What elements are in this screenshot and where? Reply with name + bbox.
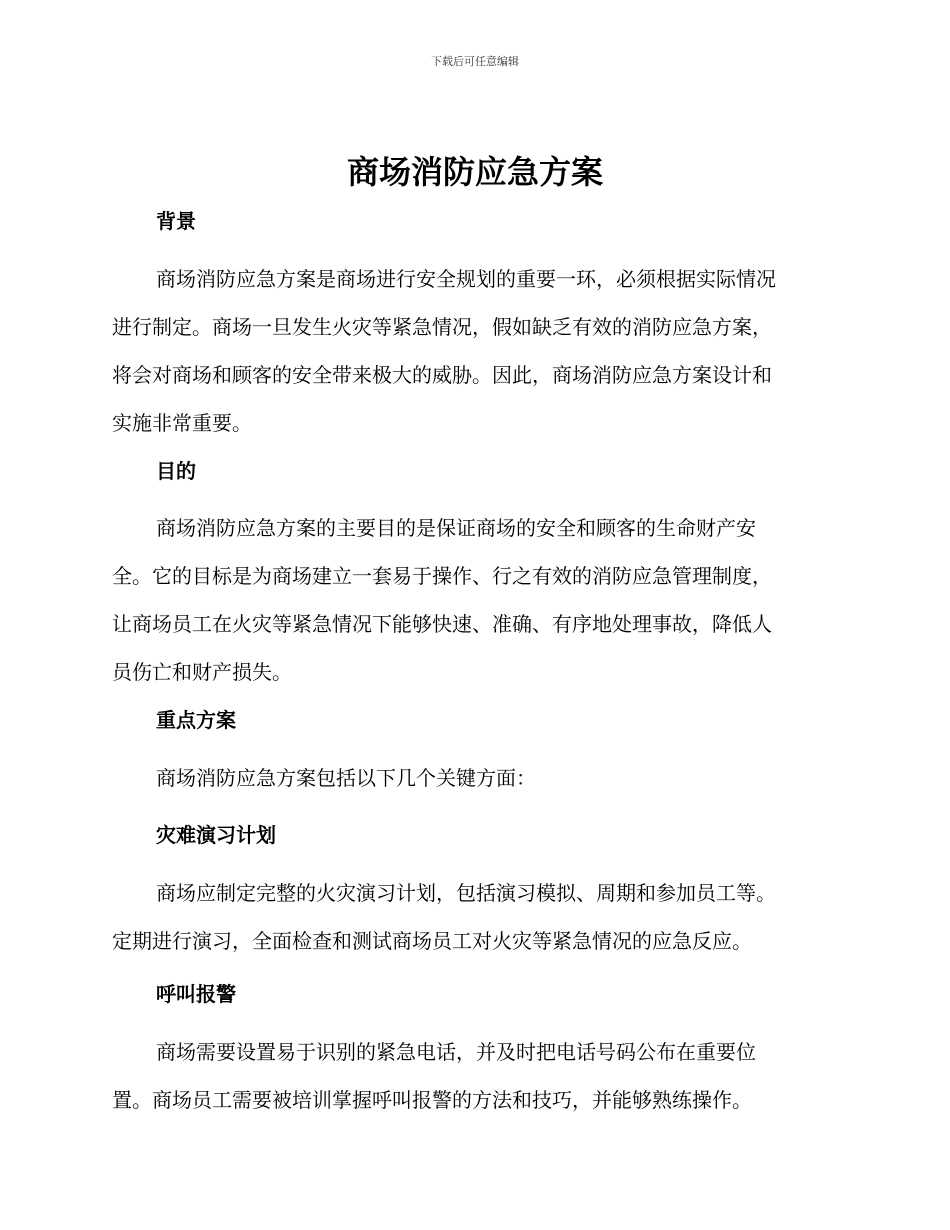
paragraph-line: 员伤亡和财产损失。 — [112, 660, 292, 684]
section-heading-key-plan: 重点方案 — [156, 708, 236, 732]
section-heading-background: 背景 — [156, 209, 196, 233]
section-heading-drill-plan: 灾难演习计划 — [156, 823, 276, 847]
section-paragraph-alarm — [112, 1028, 834, 1124]
paragraph-line: 进行制定。商场一旦发生火灾等紧急情况，假如缺乏有效的消防应急方案， — [112, 315, 772, 339]
section-paragraph-background — [112, 255, 834, 447]
paragraph-line: 商场消防应急方案包括以下几个关键方面： — [156, 766, 536, 790]
section-paragraph-key-plan — [112, 754, 834, 802]
section-paragraph-drill-plan — [112, 869, 834, 965]
paragraph-line: 让商场员工在火灾等紧急情况下能够快速、准确、有序地处理事故，降低人 — [112, 612, 772, 636]
paragraph-line: 商场消防应急方案是商场进行安全规划的重要一环，必须根据实际情况 — [156, 267, 776, 291]
section-paragraph-purpose — [112, 504, 834, 696]
paragraph-line: 商场需要设置易于识别的紧急电话，并及时把电话号码公布在重要位 — [156, 1040, 756, 1064]
paragraph-line: 实施非常重要。 — [112, 411, 252, 435]
paragraph-line: 定期进行演习，全面检查和测试商场员工对火灾等紧急情况的应急反应。 — [112, 929, 752, 953]
section-heading-purpose: 目的 — [156, 459, 196, 483]
section-heading-alarm: 呼叫报警 — [156, 982, 236, 1006]
paragraph-line: 将会对商场和顾客的安全带来极大的威胁。因此，商场消防应急方案设计和 — [112, 363, 772, 387]
header-note: 下载后可任意编辑 — [431, 55, 519, 68]
paragraph-line: 商场消防应急方案的主要目的是保证商场的安全和顾客的生命财产安 — [156, 516, 756, 540]
paragraph-line: 全。它的目标是为商场建立一套易于操作、行之有效的消防应急管理制度， — [112, 564, 772, 588]
document-title: 商场消防应急方案 — [346, 153, 603, 191]
paragraph-line: 置。商场员工需要被培训掌握呼叫报警的方法和技巧，并能够熟练操作。 — [112, 1088, 752, 1112]
paragraph-line: 商场应制定完整的火灾演习计划，包括演习模拟、周期和参加员工等。 — [156, 881, 776, 905]
